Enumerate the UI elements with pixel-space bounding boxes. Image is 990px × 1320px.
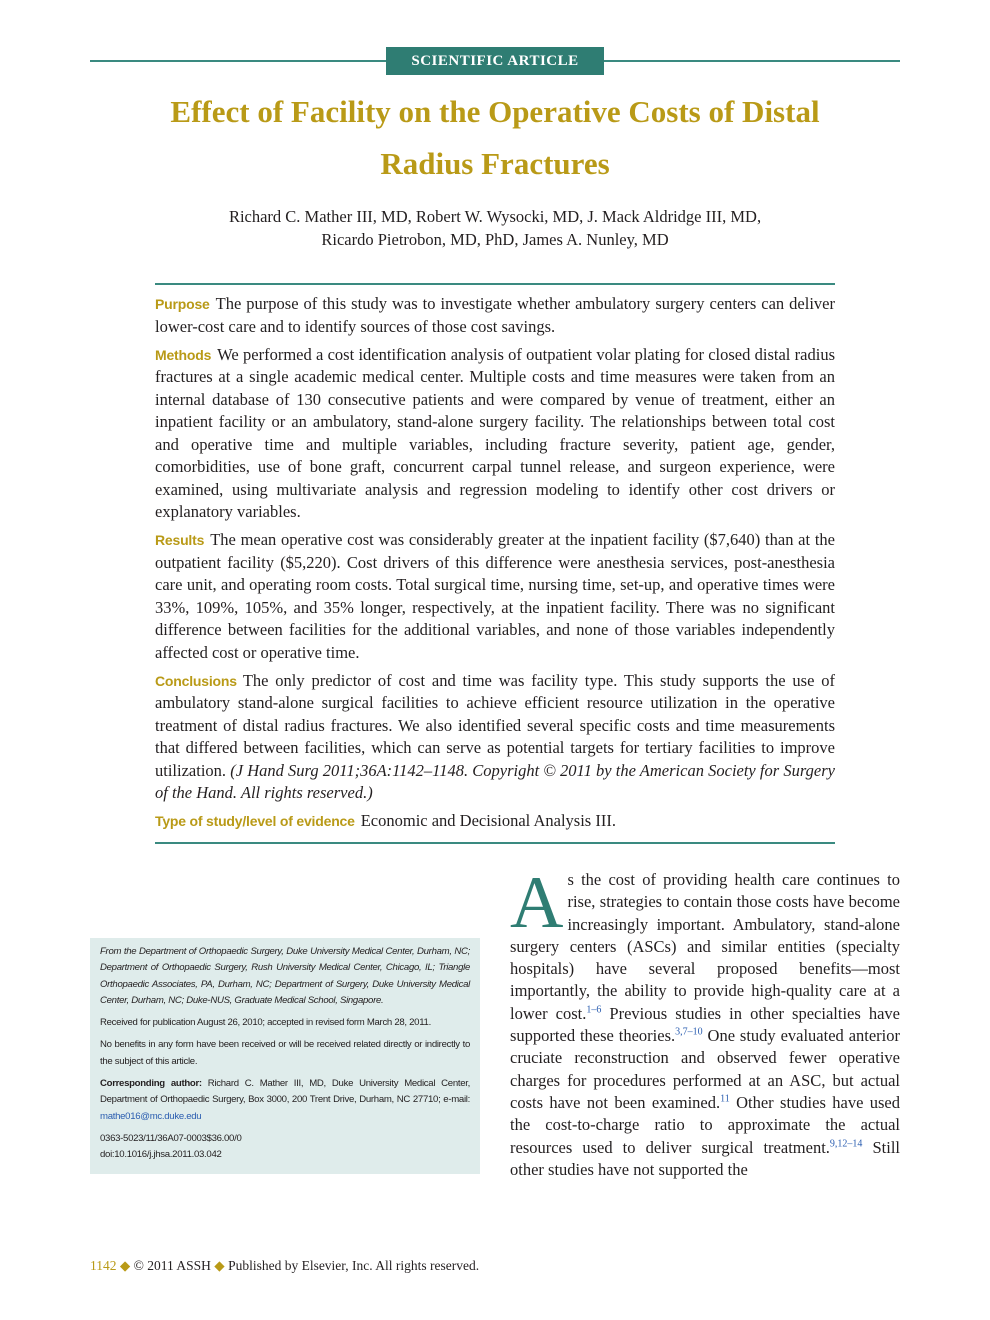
section-badge: SCIENTIFIC ARTICLE — [386, 47, 604, 75]
author-email-link[interactable]: mathe016@mc.duke.edu — [100, 1110, 202, 1122]
affiliations-box — [90, 938, 480, 1174]
journal-citation: (J Hand Surg 2011;36A:1142–1148. Copyright © 2011 by the American Society for Surgery of the Hand. All rights reserved.) — [155, 760, 835, 802]
affiliations-from: From the Department of Orthopaedic Surgery, Duke University Medical Center, Durham, NC; Department of Orthopaedic Surgery, Rush University Medical Center, Chicago, IL; Triangle Orthopaedic Associates, PA, Durham, NC; Department of Surgery, Duke University Medical Center, Durham, NC; Duke-NUS, Graduate Medical School, Singapore. — [100, 946, 470, 1006]
reference-link[interactable]: 9,12–14 — [829, 1138, 863, 1150]
methods-label: Methods — [155, 346, 212, 363]
corresponding-text: Richard C. Mather III, MD, Duke University Medical Center, Department of Orthopaedic Surgery, Box 3000, 200 Trent Drive, Durham, NC 27710; e-mail: — [100, 1078, 470, 1106]
page-number: 1142 — [90, 1258, 117, 1273]
diamond-separator-icon: ◆ — [119, 1258, 131, 1273]
purpose-label: Purpose — [155, 296, 210, 312]
authors-line-1: Richard C. Mather III, MD, Robert W. Wysocki, MD, J. Mack Aldridge III, MD, — [228, 207, 762, 226]
abstract — [155, 293, 835, 838]
abstract-conclusions — [155, 670, 835, 805]
identifiers — [100, 1131, 470, 1164]
body-segment-2: Previous studies in other specialties have supported these theories. — [510, 1003, 900, 1046]
footer-copyright: © 2011 ASSH — [133, 1258, 211, 1273]
title-line-1: Effect of Facility on the Operative Costs of Distal — [170, 94, 820, 129]
abstract-rule-bottom — [155, 842, 835, 844]
results-label: Results — [155, 532, 205, 548]
header-rule-right — [604, 60, 900, 62]
abstract-type — [155, 810, 835, 833]
diamond-separator-icon: ◆ — [214, 1258, 225, 1273]
title-line-2: Radius Fractures — [380, 146, 610, 181]
type-label: Type of study/level of evidence — [155, 813, 355, 829]
body-segment-1: s the cost of providing health care continues to rise, strategies to contain those costs have become increasingly important. Ambulatory, stand-alone surgery centers (ASCs) and similar entities (specialty hospitals) have several proposed benefits—most importantly, the ability to provide high-quality care at a lower cost. — [510, 870, 900, 1023]
reference-link[interactable]: 3,7–10 — [675, 1026, 703, 1038]
abstract-purpose — [155, 293, 835, 338]
type-text: Economic and Decisional Analysis III. — [360, 811, 616, 830]
reference-link[interactable]: 1–6 — [586, 1004, 602, 1016]
author-list — [90, 205, 900, 251]
results-text: The mean operative cost was considerably greater at the inpatient facility ($7,640) than at the outpatient facility ($5,220). Cost drivers of this difference were anesthesia services, post-anesthesia care unit, and operating room costs. Total surgical time, nursing time, set-up, and operative times were 33%, 109%, 105%, and 35% longer, respectively, at the inpatient facility. There was no significant difference between facilities for the additional variables, and none of those variables independently affected cost or operative time. — [155, 530, 835, 662]
received-dates: Received for publication August 26, 2010; accepted in revised form March 28, 2011. — [100, 1017, 431, 1029]
drop-cap: A — [510, 862, 564, 944]
conclusions-text: The only predictor of cost and time was facility type. This study supports the use of ambulatory stand-alone surgical facilities to achieve efficient resource utilization in the operative treatment of distal radius fractures. We also identified several specific costs and time measurements that differed between facilities, which can serve as potential targets for tertiary facilities to improve utilization. — [155, 670, 835, 780]
doi-code: doi:10.1016/j.jhsa.2011.03.042 — [100, 1149, 222, 1161]
benefits-statement: No benefits in any form have been received or will be received related directly or indirectly to the subject of this article. — [100, 1039, 470, 1067]
corresponding-label: Corresponding author: — [100, 1078, 202, 1090]
body-segment-5: Still other studies have not supported the — [510, 1137, 900, 1179]
abstract-methods — [155, 344, 835, 524]
methods-text: We performed a cost identification analysis of outpatient volar plating for closed distal radius fractures at a single academic medical center. Multiple costs and time measures were taken from an internal database of 130 consecutive patients and were compared by venue of treatment, either an inpatient facility or an ambulatory, stand-alone surgery facility. The relationships between total cost and operative time and multiple variables, including fracture severity, patient age, gender, comorbidities, use of bone graft, concurrent carpal tunnel release, and surgeon experience, were examined, using multivariate analysis and regression modeling to identify other cost drivers or explanatory variables. — [155, 344, 835, 521]
issn-code: 0363-5023/11/36A07-0003$36.00/0 — [100, 1132, 242, 1144]
article-title — [90, 86, 900, 190]
authors-line-2: Ricardo Pietrobon, MD, PhD, James A. Nunley, MD — [321, 230, 669, 249]
abstract-rule-top — [155, 283, 835, 285]
header-rule-left — [90, 60, 386, 62]
abstract-results — [155, 529, 835, 664]
body-segment-4: Other studies have used the cost-to-charge ratio to approximate the actual resources used to deliver surgical treatment. — [510, 1092, 900, 1157]
conclusions-label: Conclusions — [155, 672, 237, 689]
corresponding-author — [100, 1076, 470, 1125]
footer-publisher: Published by Elsevier, Inc. All rights reserved. — [228, 1258, 480, 1273]
body-segment-3: One study evaluated anterior cruciate reconstruction and observed fewer operative charges for procedures performed at an ASC, but actual costs have not been examined. — [510, 1026, 900, 1112]
page-footer — [90, 1258, 479, 1274]
purpose-text: The purpose of this study was to investigate whether ambulatory surgery centers can deliver lower-cost care and to identify sources of those cost savings. — [155, 294, 835, 336]
body-text — [510, 862, 900, 1181]
reference-link[interactable]: 11 — [720, 1093, 730, 1105]
